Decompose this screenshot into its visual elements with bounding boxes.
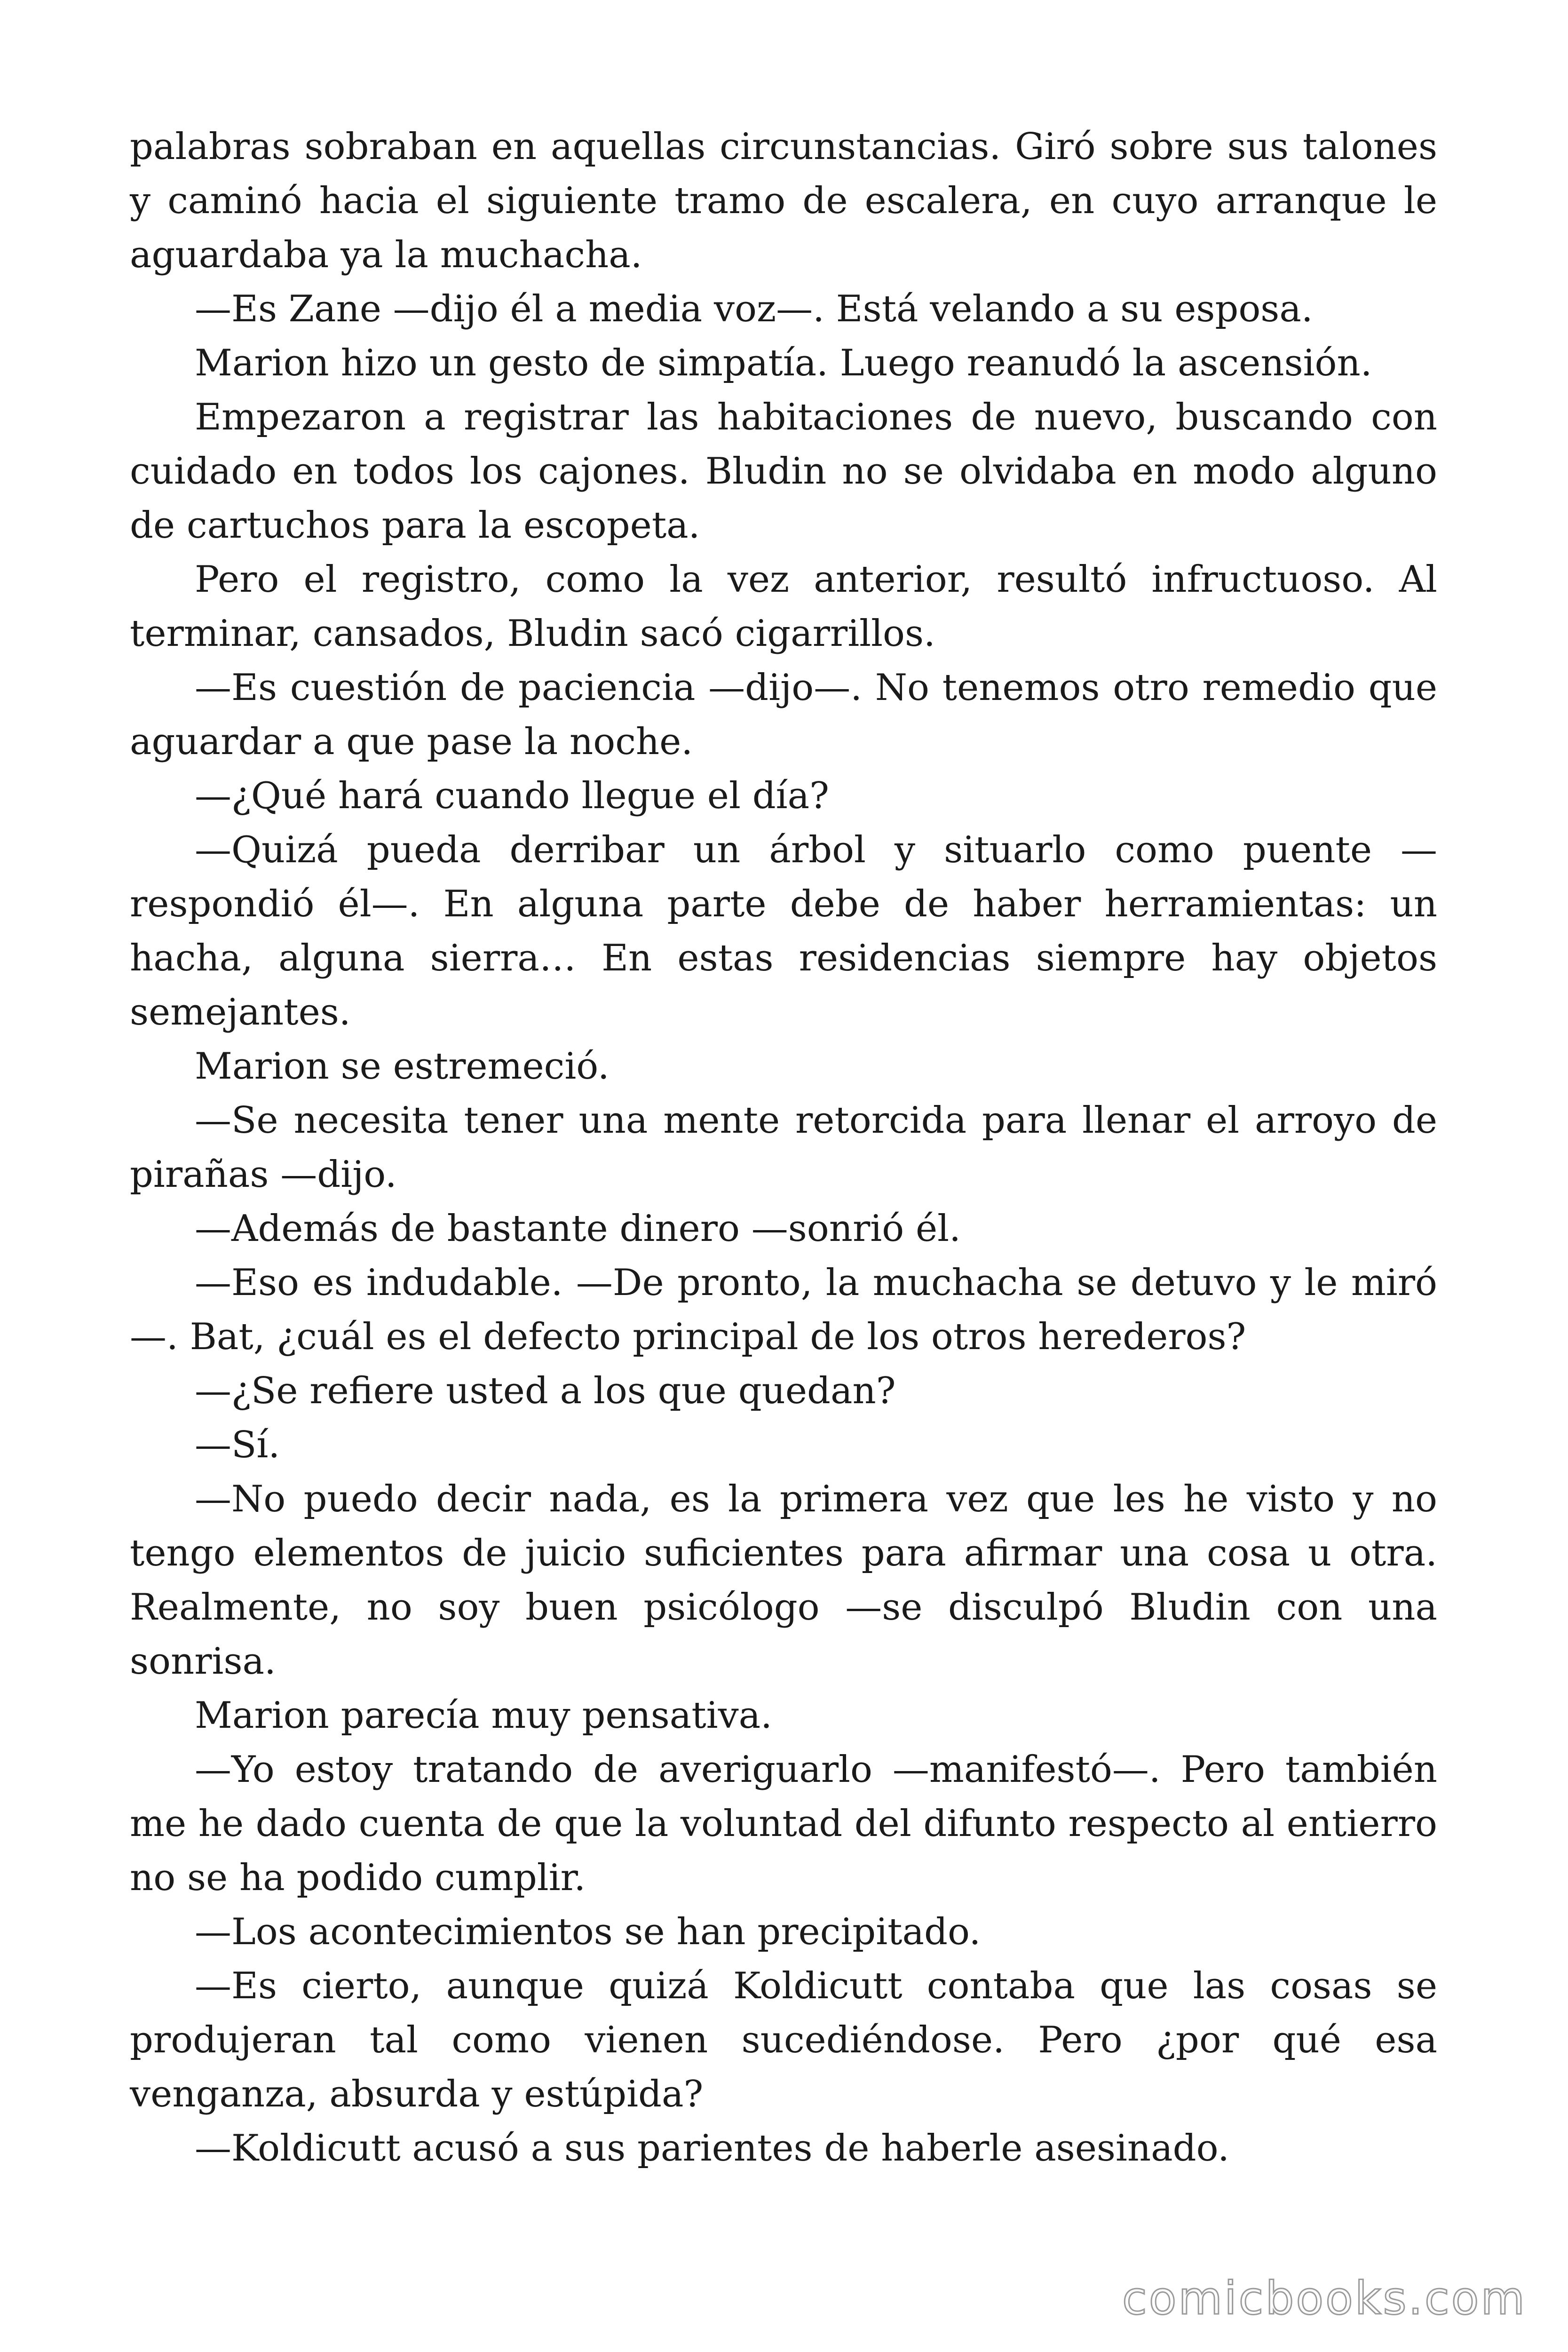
paragraph-17: —Yo estoy tratando de averiguarlo —manifestó—. Pero también me he dado cuenta de que la voluntad del difunto respecto al entierro no se ha podido cumplir. [130, 1748, 1437, 1899]
paragraph-5: Pero el registro, como la vez anterior, resultó infructuoso. Al terminar, cansados, Bludin sacó cigarrillos. [130, 558, 1437, 655]
paragraph-9: Marion se estremeció. [195, 1045, 610, 1088]
watermark: comicbooks.com [1122, 2272, 1527, 2325]
paragraph-12: —Eso es indudable. —De pronto, la muchacha se detuvo y le miró—. Bat, ¿cuál es el defecto principal de los otros herederos? [130, 1262, 1437, 1358]
paragraph-16: Marion parecía muy pensativa. [195, 1694, 772, 1737]
paragraph-1: palabras sobraban en aquellas circunstancias. Giró sobre sus talones y caminó hacia el siguiente tramo de escalera, en cuyo arranque le aguardaba ya la muchacha. [130, 126, 1437, 276]
paragraph-18: —Los acontecimientos se han precipitado. [195, 1911, 981, 1953]
paragraph-10: —Se necesita tener una mente retorcida para llenar el arroyo de pirañas —dijo. [130, 1099, 1437, 1196]
page-text [130, 120, 1437, 2176]
paragraph-11: —Además de bastante dinero —sonrió él. [195, 1208, 961, 1250]
paragraph-4: Empezaron a registrar las habitaciones de nuevo, buscando con cuidado en todos los cajones. Bludin no se olvidaba en modo alguno de cartuchos para la escopeta. [130, 396, 1437, 547]
paragraph-6: —Es cuestión de paciencia —dijo—. No tenemos otro remedio que aguardar a que pase la noche. [130, 667, 1437, 763]
paragraph-8: —Quizá pueda derribar un árbol y situarlo como puente —respondió él—. En alguna parte debe de haber herramientas: un hacha, alguna sierra… En estas residencias siempre hay objetos semejantes. [130, 829, 1437, 1033]
paragraph-7: —¿Qué hará cuando llegue el día? [195, 775, 829, 817]
paragraph-3: Marion hizo un gesto de simpatía. Luego reanudó la ascensión. [195, 342, 1372, 384]
paragraph-13: —¿Se refiere usted a los que quedan? [195, 1370, 896, 1412]
paragraph-19: —Es cierto, aunque quizá Koldicutt contaba que las cosas se produjeran tal como vienen sucediéndose. Pero ¿por qué esa venganza, absurda y estúpida? [130, 1965, 1437, 2115]
paragraph-15: —No puedo decir nada, es la primera vez que les he visto y no tengo elementos de juicio suficientes para afirmar una cosa u otra. Realmente, no soy buen psicólogo —se disculpó Bludin con una sonrisa. [130, 1478, 1437, 1683]
paragraph-14: —Sí. [195, 1424, 280, 1466]
paragraph-2: —Es Zane —dijo él a media voz—. Está velando a su esposa. [195, 288, 1313, 330]
paragraph-20: —Koldicutt acusó a sus parientes de haberle asesinado. [195, 2127, 1229, 2169]
